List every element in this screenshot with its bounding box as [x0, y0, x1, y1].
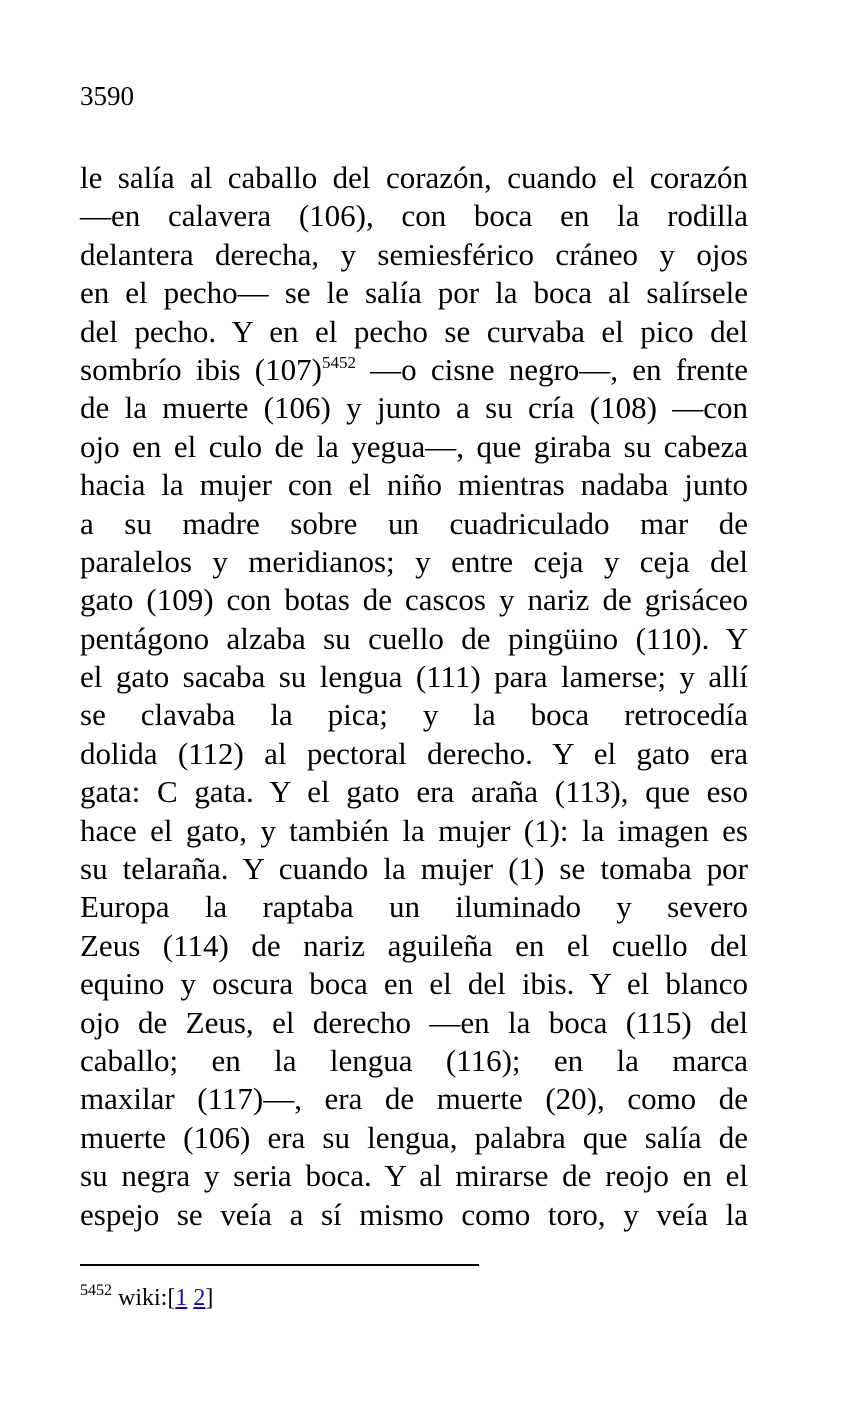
text-line: dolida (112) al pectoral derecho. Y el gato era [80, 735, 748, 771]
text-line-with-footnote-ref [80, 351, 748, 389]
text-line: pentágono alzaba su cuello de pingüino (110). Y [80, 620, 748, 656]
footnote-prefix: wiki:[ [112, 1285, 176, 1311]
footnote-link-1[interactable]: 1 [175, 1285, 188, 1311]
text-line: Zeus (114) de nariz aguileña en el cuello del [80, 927, 748, 963]
text-line: del pecho. Y en el pecho se curvaba el pico del [80, 313, 748, 349]
text-line: Europa la raptaba un iluminado y severo [80, 889, 748, 925]
footnote [80, 1282, 213, 1314]
text-segment: —o cisne negro—, en frente [355, 351, 748, 387]
footnote-number: 5452 [80, 1282, 112, 1299]
text-line: caballo; en la lengua (116); en la marca [80, 1042, 748, 1078]
text-line: el gato sacaba su lengua (111) para lamerse; y allí [80, 659, 748, 695]
text-line: hace el gato, y también la mujer (1): la imagen es [80, 812, 748, 848]
text-line: se clavaba la pica; y la boca retrocedía [80, 697, 748, 733]
text-line: le salía al caballo del corazón, cuando el corazón [80, 160, 748, 195]
footnote-reference[interactable]: 5452 [321, 352, 356, 372]
body-paragraph [80, 159, 748, 1234]
text-line: —en calavera (106), con boca en la rodilla [80, 198, 748, 234]
text-line: gato (109) con botas de cascos y nariz de grisáceo [80, 582, 748, 618]
text-line: muerte (106) era su lengua, palabra que salía de [80, 1119, 748, 1155]
text-line: paralelos y meridianos; y entre ceja y ceja del [80, 543, 748, 579]
text-line: ojo de Zeus, el derecho —en la boca (115) del [80, 1004, 748, 1040]
footnote-divider [80, 1264, 479, 1266]
footnote-suffix: ] [205, 1285, 214, 1311]
text-line: hacia la mujer con el niño mientras nadaba junto [80, 467, 748, 503]
page-number: 3590 [80, 81, 134, 111]
text-line: a su madre sobre un cuadriculado mar de [80, 505, 748, 541]
text-segment: sombrío ibis (107) [80, 351, 322, 387]
text-line: de la muerte (106) y junto a su cría (108) —con [80, 390, 748, 426]
text-line: delantera derecha, y semiesférico cráneo y ojos [80, 236, 748, 272]
text-line: ojo en el culo de la yegua—, que giraba su cabeza [80, 428, 748, 464]
text-line: en el pecho— se le salía por la boca al salírsele [80, 275, 748, 311]
text-line: su negra y seria boca. Y al mirarse de reojo en el [80, 1158, 748, 1194]
text-line: su telaraña. Y cuando la mujer (1) se tomaba por [80, 851, 748, 887]
text-line: equino y oscura boca en el del ibis. Y el blanco [80, 966, 748, 1002]
text-line: maxilar (117)—, era de muerte (20), como de [80, 1081, 748, 1117]
text-line: espejo se veía a sí mismo como toro, y veía la [80, 1196, 748, 1232]
footnote-link-2[interactable]: 2 [193, 1285, 206, 1311]
text-line: gata: C gata. Y el gato era araña (113), que eso [80, 774, 748, 810]
